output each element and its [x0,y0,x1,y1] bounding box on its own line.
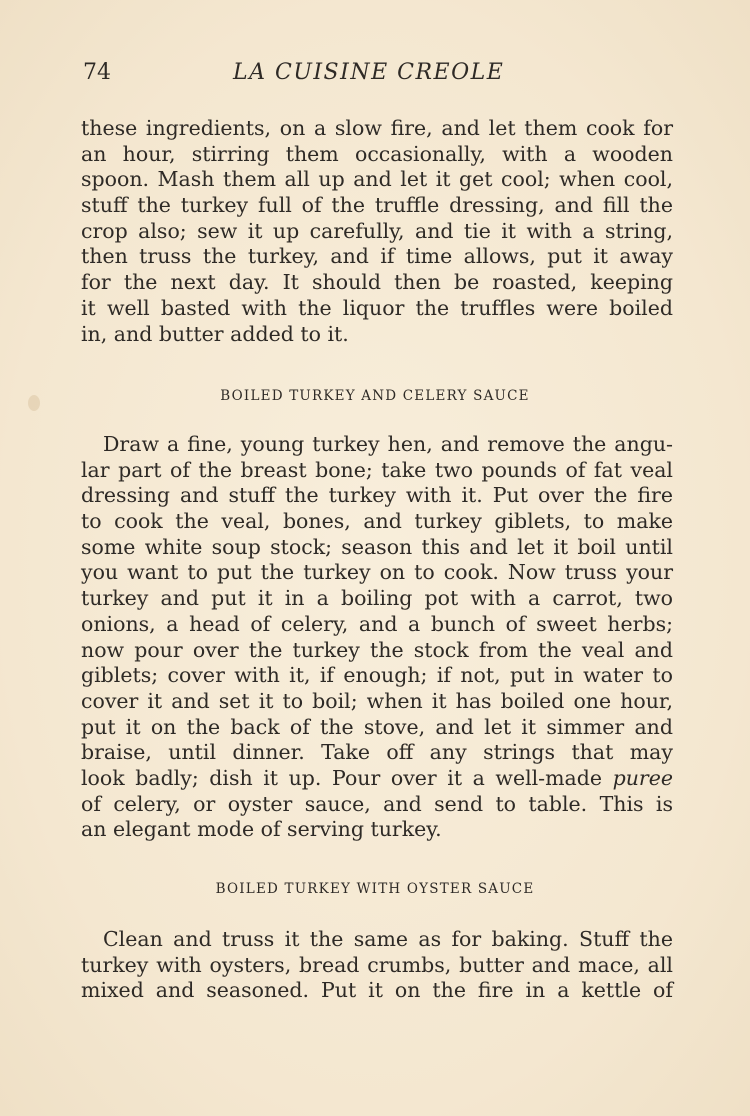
text-line: stuff the turkey full of the truffle dressing, and fill the [81,193,673,218]
text-line: some white soup stock; season this and let it boil until [81,534,673,559]
recipe-heading-celery: BOILED TURKEY AND CELERY SAUCE [220,388,530,404]
text-line: in, and butter added to it. [81,321,349,346]
text-line: cover it and set it to boil; when it has boiled one hour, [81,688,673,713]
text-line: Draw a fine, young turkey hen, and remove the angu- [103,432,673,456]
text-line: braise, until dinner. Take off any strings that may [81,740,673,765]
text-line: an hour, stirring them occasionally, with a wooden [81,141,673,166]
text-line: then truss the turkey, and if time allows, put it away [81,244,673,269]
text-line: crop also; sew it up carefully, and tie it with a string, [81,218,673,243]
text-line: these ingredients, on a slow fire, and let them cook for [81,116,673,140]
text-line: giblets; cover with it, if enough; if not, put in water to [81,663,673,688]
text-line: it well basted with the liquor the truffles were boiled [81,295,673,320]
text-line: an elegant mode of serving turkey. [81,817,442,842]
text-line: turkey and put it in a boiling pot with a carrot, two [81,586,673,611]
text-line: to cook the veal, bones, and turkey giblets, to make [81,509,673,534]
text-line: dressing and stuff the turkey with it. Put over the fire [81,483,673,508]
text-line: turkey with oysters, bread crumbs, butter and mace, all [81,952,673,977]
text-line: Clean and truss it the same as for baking. Stuff the [103,927,673,951]
text-line: onions, a head of celery, and a bunch of sweet herbs; [81,611,673,636]
page-header [83,60,673,92]
page-number: 74 [83,60,111,85]
italic-word: puree [612,765,673,790]
text-line: you want to put the turkey on to cook. Now truss your [81,560,673,585]
text-line: for the next day. It should then be roasted, keeping [81,270,673,295]
text-line [81,766,673,792]
text-line: lar part of the breast bone; take two pounds of fat veal [81,457,673,482]
text-segment: look badly; dish it up. Pour over it a well-made [81,765,603,790]
continued-paragraph [81,116,673,347]
recipe-paragraph-oyster [81,927,673,1004]
recipe-paragraph-celery [81,432,673,843]
text-line: of celery, or oyster sauce, and send to table. This is [81,791,673,816]
text-line: mixed and seasoned. Put it on the fire in a kettle of [81,978,673,1003]
running-title: LA CUISINE CREOLE [233,60,505,85]
text-line: put it on the back of the stove, and let it simmer and [81,714,673,739]
text-line: now pour over the turkey the stock from the veal and [81,637,673,662]
recipe-heading-oyster: BOILED TURKEY WITH OYSTER SAUCE [215,881,535,897]
text-line: spoon. Mash them all up and let it get cool; when cool, [81,167,673,192]
